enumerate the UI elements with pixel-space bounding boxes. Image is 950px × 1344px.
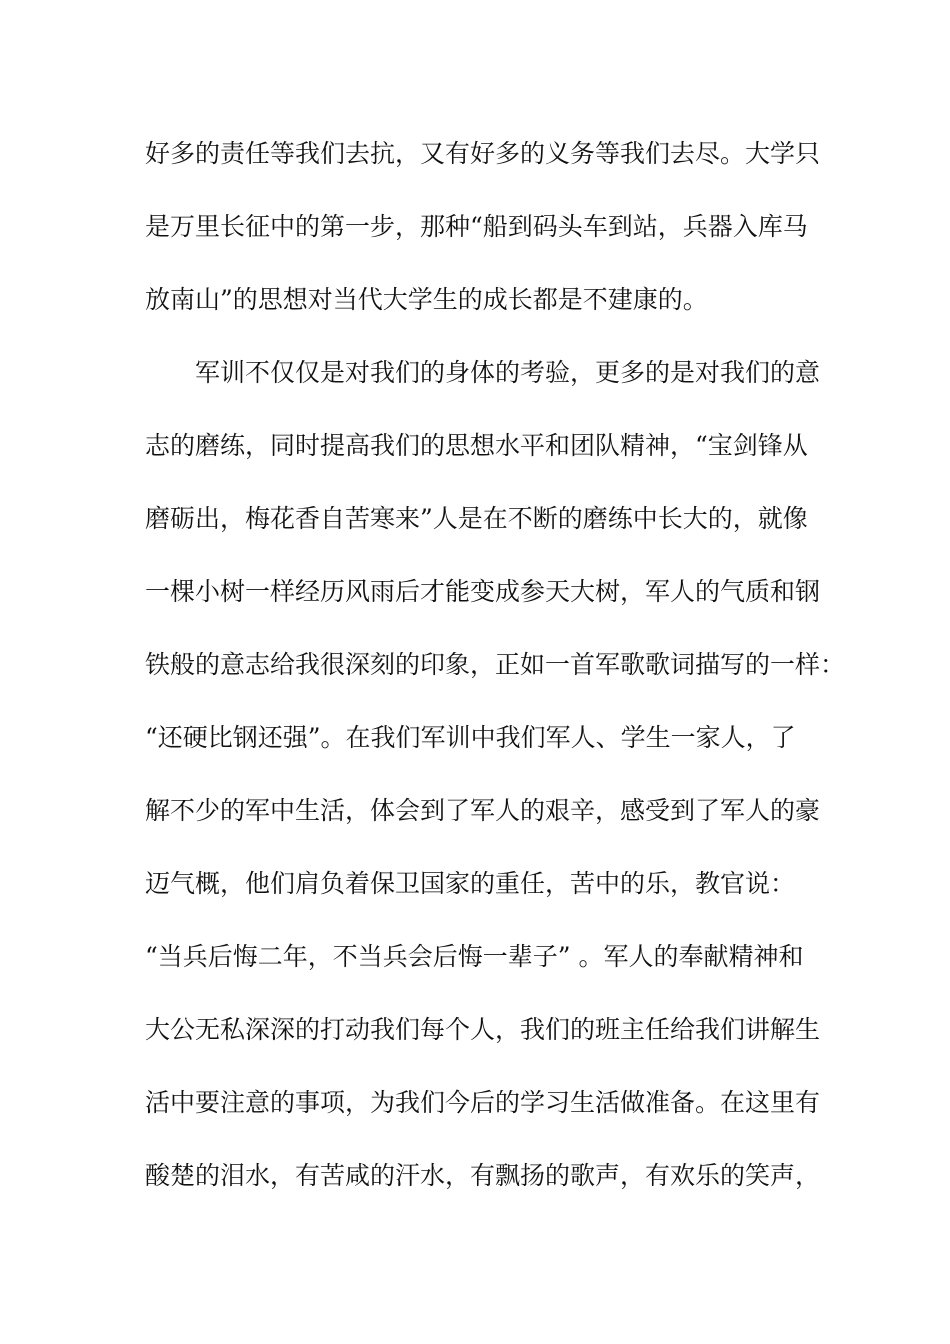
text-line-10: 解不少的军中生活，体会到了军人的艰辛，感受到了军人的豪 — [145, 796, 821, 825]
text-line-12: “当兵后悔二年，不当兵会后悔一辈子” 。军人的奉献精神和 — [145, 942, 804, 971]
text-line-4: 军训不仅仅是对我们的身体的考验，更多的是对我们的意 — [195, 358, 821, 387]
text-line-14: 活中要注意的事项，为我们今后的学习生活做准备。在这里有 — [145, 1088, 821, 1117]
text-line-13: 大公无私深深的打动我们每个人，我们的班主任给我们讲解生 — [145, 1015, 821, 1044]
body-text — [145, 130, 846, 1225]
text-line-5: 志的磨练，同时提高我们的思想水平和团队精神，“宝剑锋从 — [145, 431, 808, 460]
text-line-11: 迈气概，他们肩负着保卫国家的重任，苦中的乐，教官说： — [145, 869, 796, 898]
text-line-2: 是万里长征中的第一步，那种“船到码头车到站，兵器入库马 — [145, 212, 808, 241]
text-line-6: 磨砺出，梅花香自苦寒来”人是在不断的磨练中长大的，就像 — [145, 504, 808, 533]
text-line-15: 酸楚的泪水，有苦咸的汗水，有飘扬的歌声，有欢乐的笑声， — [145, 1161, 821, 1190]
text-line-1: 好多的责任等我们去抗，又有好多的义务等我们去尽。大学只 — [145, 139, 821, 168]
text-line-9: “还硬比钢还强”。在我们军训中我们军人、学生一家人，了 — [145, 723, 796, 752]
text-line-7: 一棵小树一样经历风雨后才能变成参天大树，军人的气质和钢 — [145, 577, 821, 606]
text-line-3: 放南山”的思想对当代大学生的成长都是不建康的。 — [145, 285, 708, 314]
text-line-8: 铁般的意志给我很深刻的印象，正如一首军歌歌词描写的一样： — [145, 650, 846, 679]
